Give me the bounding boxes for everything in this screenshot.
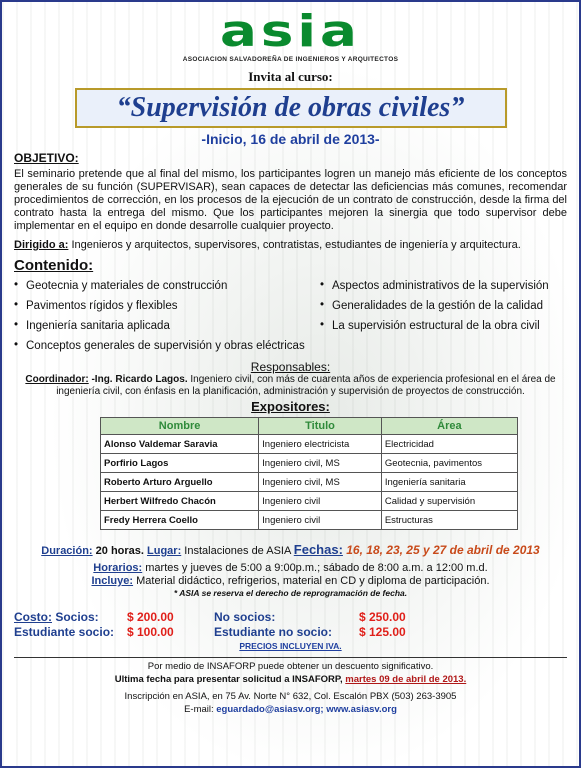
invite-text: Invita al curso: (248, 69, 333, 84)
dirigido-text: Ingenieros y arquitectos, supervisores, contratistas, estudiantes de ingeniería y arquitectura. (68, 239, 521, 251)
email-link[interactable]: eguardado@asiasv.org; www.asiasv.org (216, 704, 397, 715)
incluye-label: Incluye: (91, 575, 134, 587)
asia-logo (14, 6, 567, 63)
iva-note: PRECIOS INCLUYEN IVA. (239, 641, 342, 651)
lugar-value: Instalaciones de ASIA (181, 545, 294, 557)
duracion-line (14, 542, 567, 557)
table-header-row (101, 418, 518, 435)
cell-nombre: Alonso Valdemar Saravia (101, 435, 259, 454)
cell-area: Geotecnia, pavimentos (381, 454, 517, 473)
incluye-line (14, 575, 567, 588)
ultima-fecha-label: Ultima fecha para presentar solicitud a INSAFORP, (114, 674, 346, 685)
list-item: • Ingeniería sanitaria aplicada (14, 320, 320, 332)
incluye-value: Material didáctico, refrigerios, material en CD y diploma de participación. (133, 575, 490, 587)
ultima-fecha-date: martes 09 de abril de 2013. (345, 674, 467, 685)
cell-area: Estructuras (381, 511, 517, 530)
email-label: E-mail: (184, 704, 217, 715)
costo-socios-label (14, 610, 99, 624)
insaforp-text: Por medio de INSAFORP puede obtener un descuento significativo. (147, 661, 434, 672)
est-socio-label: Estudiante socio: (14, 625, 115, 639)
table-row (101, 435, 518, 454)
expositores-table (100, 417, 518, 530)
costo-label: Costo: (14, 610, 52, 624)
list-item: • Generalidades de la gestión de la calidad (320, 300, 567, 312)
cell-titulo: Ingeniero civil, MS (259, 473, 382, 492)
email-line (14, 703, 567, 716)
cell-area: Ingeniería sanitaria (381, 473, 517, 492)
col-header-titulo: Titulo (259, 418, 382, 435)
costos-block (14, 610, 567, 640)
cell-titulo: Ingeniero civil, MS (259, 454, 382, 473)
table-row (101, 492, 518, 511)
logo-subtitle: ASOCIACION SALVADOREÑA DE INGENIEROS Y ARQUITECTOS (182, 56, 399, 63)
fechas-label: Fechas: (293, 542, 343, 557)
lugar-label: Lugar: (147, 545, 182, 557)
contenido-right-column (320, 280, 567, 360)
table-row (101, 473, 518, 492)
list-item: • Aspectos administrativos de la supervisión (320, 280, 567, 292)
cell-titulo: Ingeniero electricista (259, 435, 382, 454)
no-socios-label: No socios: (214, 610, 276, 624)
cell-nombre: Roberto Arturo Arguello (101, 473, 259, 492)
fechas-value: 16, 18, 23, 25 y 27 de abril de 2013 (342, 543, 540, 557)
list-item: • Pavimentos rígidos y flexibles (14, 300, 320, 312)
logo-word: asia (220, 6, 361, 57)
responsables-heading: Responsables: (250, 360, 331, 374)
list-item: • Geotecnia y materiales de construcción (14, 280, 320, 292)
dirigido-line (14, 239, 567, 251)
socios-price: $ 200.00 (127, 610, 174, 624)
horarios-label: Horarios: (93, 562, 143, 574)
table-row (101, 511, 518, 530)
coordinator-bio: Ingeniero civil, con más de cuarenta años de experiencia profesional en el área de ingeniería civil, con énfasis en la planificación, administración y supervisión de proyectos de construcción. (56, 374, 556, 397)
cell-titulo: Ingeniero civil (259, 492, 382, 511)
course-title: “Supervisión de obras civiles” (116, 92, 465, 123)
contenido-heading: Contenido: (14, 257, 94, 274)
est-socio-price: $ 100.00 (127, 625, 174, 639)
est-no-socio-label: Estudiante no socio: (214, 625, 333, 639)
col-header-area: Área (381, 418, 517, 435)
objetivo-text: El seminario pretende que al final del mismo, los participantes logren un manejo más eficiente de los conceptos generales de su función (SUPERVISAR), sean capaces de detectar las deficiencias más comunes, recomendar procedimientos de corrección, en los procesos de la ejecución de un contrato de construcción, desde la firma del contrato hasta la entrega del mismo. Que los participantes mejoren la sinergia que todo supervisor debe implementar en el equipo en donde desarrolle cualquier proyecto. (14, 168, 567, 232)
expositores-heading: Expositores: (251, 399, 330, 414)
ultima-fecha-line (14, 673, 567, 686)
cell-titulo: Ingeniero civil (259, 511, 382, 530)
cell-area: Calidad y supervisión (381, 492, 517, 511)
inscripcion-text: Inscripción en ASIA, en 75 Av. Norte N° 632, Col. Escalón PBX (503) 263-3905 (124, 691, 457, 702)
start-date: -Inicio, 16 de abril de 2013- (201, 131, 380, 147)
cell-nombre: Fredy Herrera Coello (101, 511, 259, 530)
footer (14, 660, 567, 716)
list-item: • Conceptos generales de supervisión y obras eléctricas (14, 340, 320, 352)
horarios-value: martes y jueves de 5:00 a 9:00p.m.; sábado de 8:00 a.m. a 12:00 m.d. (142, 562, 488, 574)
est-no-socio-price: $ 125.00 (359, 625, 406, 639)
cell-nombre: Porfirio Lagos (101, 454, 259, 473)
table-row (101, 454, 518, 473)
cell-area: Electricidad (381, 435, 517, 454)
col-header-nombre: Nombre (101, 418, 259, 435)
horarios-line (14, 562, 567, 575)
coordinator-name: -Ing. Ricardo Lagos. (88, 374, 188, 385)
coordinator-paragraph (14, 374, 567, 398)
objetivo-heading: OBJETIVO: (14, 151, 79, 165)
contenido-left-column (14, 280, 320, 360)
contenido-list (14, 280, 567, 360)
socios-label: Socios: (52, 610, 99, 624)
no-socios-price: $ 250.00 (359, 610, 406, 624)
footer-divider (14, 657, 567, 658)
reserva-note: * ASIA se reserva el derecho de reprogramación de fecha. (173, 588, 408, 598)
duracion-value: 20 horas. (92, 545, 148, 557)
coordinator-label: Coordinador: (25, 374, 89, 385)
duracion-label: Duración: (41, 545, 93, 557)
dirigido-label: Dirigido a: (14, 239, 69, 251)
cell-nombre: Herbert Wilfredo Chacón (101, 492, 259, 511)
list-item: • La supervisión estructural de la obra civil (320, 320, 567, 332)
course-title-box (75, 88, 507, 128)
